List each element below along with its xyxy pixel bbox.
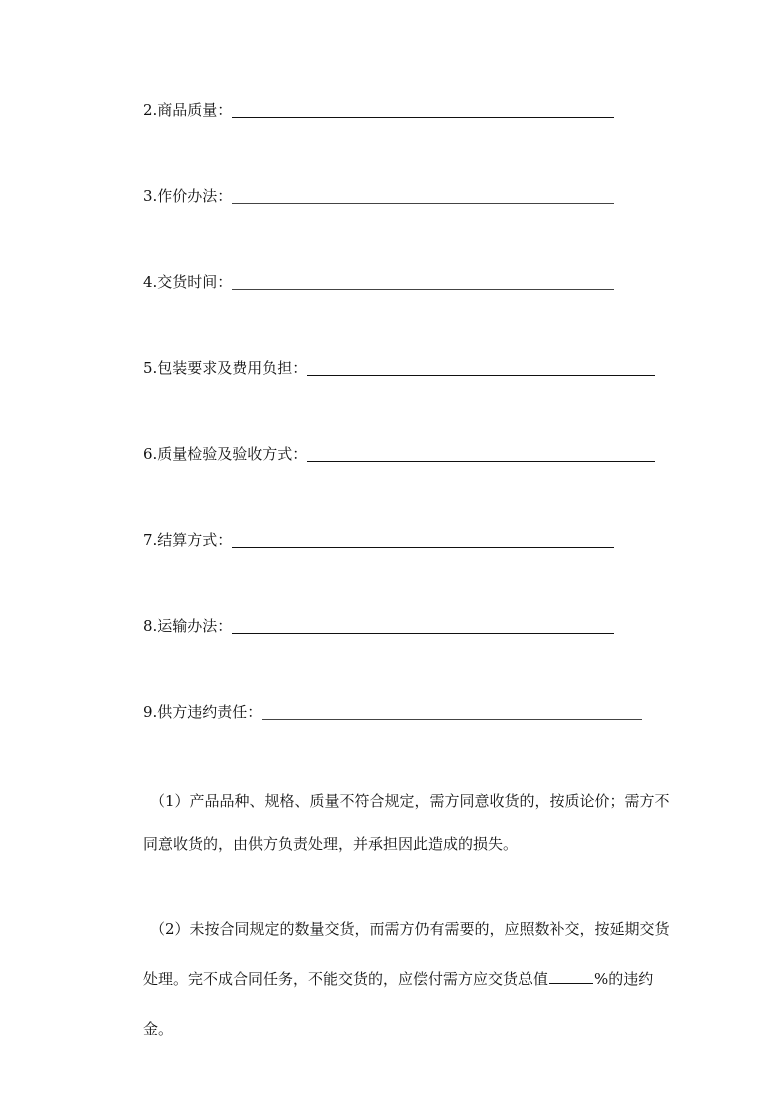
percentage-blank[interactable] [549,969,593,984]
fill-in-blank[interactable] [232,275,614,290]
field-product-quality [143,100,614,120]
field-label: 8.运输办法： [143,617,233,635]
paragraph-line: （1）产品品种、规格、质量不符合规定，需方同意收货的，按质论价；需方不 [150,792,670,810]
fill-in-blank[interactable] [307,447,655,462]
field-label: 7.结算方式： [143,531,233,549]
fill-in-blank[interactable] [262,705,642,720]
field-inspection-method [143,444,655,464]
field-label: 3.作价办法： [143,187,233,205]
field-label: 5.包装要求及费用负担： [143,359,308,377]
field-transport-method [143,616,614,636]
fill-in-blank[interactable] [307,361,655,376]
field-delivery-time [143,272,614,292]
paragraph-text: %的违约金。 [143,970,654,1038]
paragraph-text: 处理。完不成合同任务，不能交货的，应偿付需方应交货总值 [143,970,549,988]
field-packaging-cost [143,358,655,378]
field-label: 2.商品质量： [143,101,233,119]
paragraph-line: 同意收货的，由供方负责处理，并承担因此造成的损失。 [143,835,519,853]
field-settlement-method [143,530,614,550]
fill-in-blank[interactable] [232,533,614,548]
field-label: 4.交货时间： [143,273,233,291]
field-pricing-method [143,186,614,206]
fill-in-blank[interactable] [232,103,614,118]
field-label: 9.供方违约责任： [143,703,263,721]
field-supplier-liability [143,702,642,722]
fill-in-blank[interactable] [232,189,614,204]
field-label: 6.质量检验及验收方式： [143,445,308,463]
paragraph-line: （2）未按合同规定的数量交货，而需方仍有需要的，应照数补交，按延期交货 [150,920,670,938]
paragraph-line-with-blank [143,954,663,1054]
fill-in-blank[interactable] [232,619,614,634]
